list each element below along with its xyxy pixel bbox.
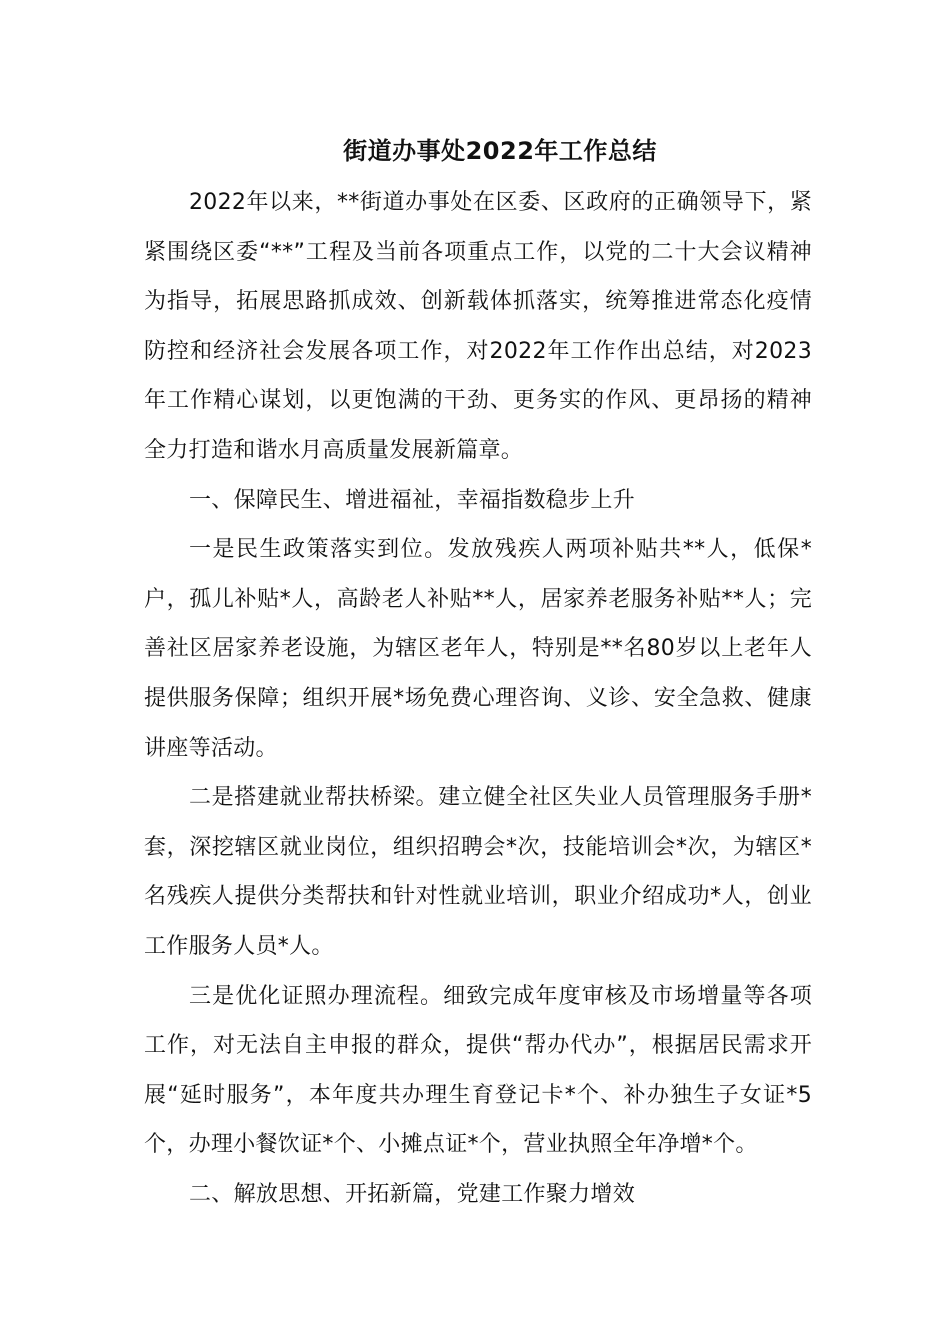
intro-paragraph: 2022年以来，**街道办事处在区委、区政府的正确领导下，紧紧围绕区委“**”工程及当前各项重点工作，以党的二十大会议精神为指导，拓展思路抓成效、创新载体抓落实，统筹推进常态化疫情防控和经济社会发展各项工作，对2022年工作作出总结，对2023年工作精心谋划，以更饱满的干劲、更务实的作风、更昂扬的精神全力打造和谐水月高质量发展新篇章。 [144,190,812,463]
document-title: 街道办事处2022年工作总结 [343,137,657,165]
paragraph-livelihood-policy: 一是民生政策落实到位。发放残疾人两项补贴共**人，低保*户，孤儿补贴*人，高龄老人补贴**人，居家养老服务补贴**人；完善社区居家养老设施，为辖区老年人，特别是**名80岁以上老年人提供服务保障；组织开展*场免费心理咨询、义诊、安全急救、健康讲座等活动。 [144,537,812,761]
paragraph-employment-support: 二是搭建就业帮扶桥梁。建立健全社区失业人员管理服务手册*套，深挖辖区就业岗位，组织招聘会*次，技能培训会*次，为辖区*名残疾人提供分类帮扶和针对性就业培训，职业介绍成功*人，创业工作服务人员*人。 [144,785,812,959]
paragraph-license-process: 三是优化证照办理流程。细致完成年度审核及市场增量等各项工作，对无法自主申报的群众，提供“帮办代办”，根据居民需求开展“延时服务”，本年度共办理生育登记卡*个、补办独生子女证*5个，办理小餐饮证*个、小摊点证*个，营业执照全年净增*个。 [144,983,812,1158]
section-heading-2: 二、解放思想、开拓新篇，党建工作聚力增效 [189,1181,636,1207]
document-body [144,178,812,1219]
section-heading-1: 一、保障民生、增进福祉，幸福指数稳步上升 [189,487,636,513]
